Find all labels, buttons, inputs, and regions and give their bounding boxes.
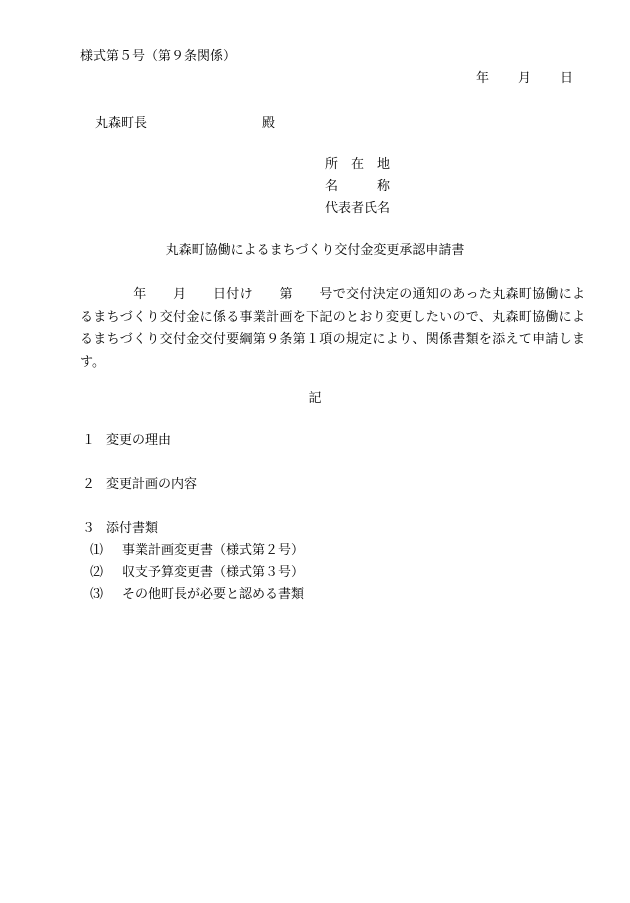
attachment-item: [90, 566, 304, 579]
attachment-number: ⑵: [90, 565, 104, 580]
item-number: ３: [82, 521, 96, 536]
addressee: [95, 116, 276, 131]
attachment-number: ⑶: [90, 587, 104, 602]
item-number: ２: [82, 477, 96, 492]
item-label: 変更計画の内容: [106, 477, 198, 492]
date-line: [476, 72, 573, 85]
addressee-name: 丸森町長: [95, 116, 148, 131]
attachment-label: 収支予算変更書（様式第３号）: [122, 565, 305, 580]
form-number: 様式第５号（第９条関係）: [80, 49, 237, 64]
applicant-name-label: 名 称: [325, 179, 391, 194]
attachment-item: [90, 588, 304, 601]
applicant-representative-label: 代表者氏名: [325, 201, 391, 216]
date-year: 年: [476, 71, 490, 86]
date-month: 月: [518, 71, 532, 86]
addressee-honorific: 殿: [262, 116, 276, 131]
attachment-item: [90, 544, 304, 557]
item-number: １: [82, 433, 96, 448]
attachment-label: 事業計画変更書（様式第２号）: [122, 543, 305, 558]
attachment-label: その他町長が必要と認める書類: [122, 587, 305, 602]
item-plan-content: [82, 478, 197, 491]
body-text: 年 月 日付け 第 号で交付決定の通知のあった丸森町協働によるまちづくり交付金に係る事業計画を下記のとおり変更したいので、丸森町協働によるまちづくり交付金交付要綱第９条第１項の規定により、関係書類を添えて申請します。: [80, 287, 585, 370]
date-day: 日: [560, 71, 574, 86]
item-label: 変更の理由: [106, 433, 172, 448]
item-attachments: [82, 522, 158, 535]
item-reason: [82, 434, 171, 447]
applicant-address-label: 所 在 地: [325, 157, 391, 172]
ki-heading: 記: [308, 391, 322, 406]
item-label: 添付書類: [106, 521, 159, 536]
document-title: 丸森町協働によるまちづくり交付金変更承認申請書: [165, 243, 465, 258]
attachment-number: ⑴: [90, 543, 104, 558]
